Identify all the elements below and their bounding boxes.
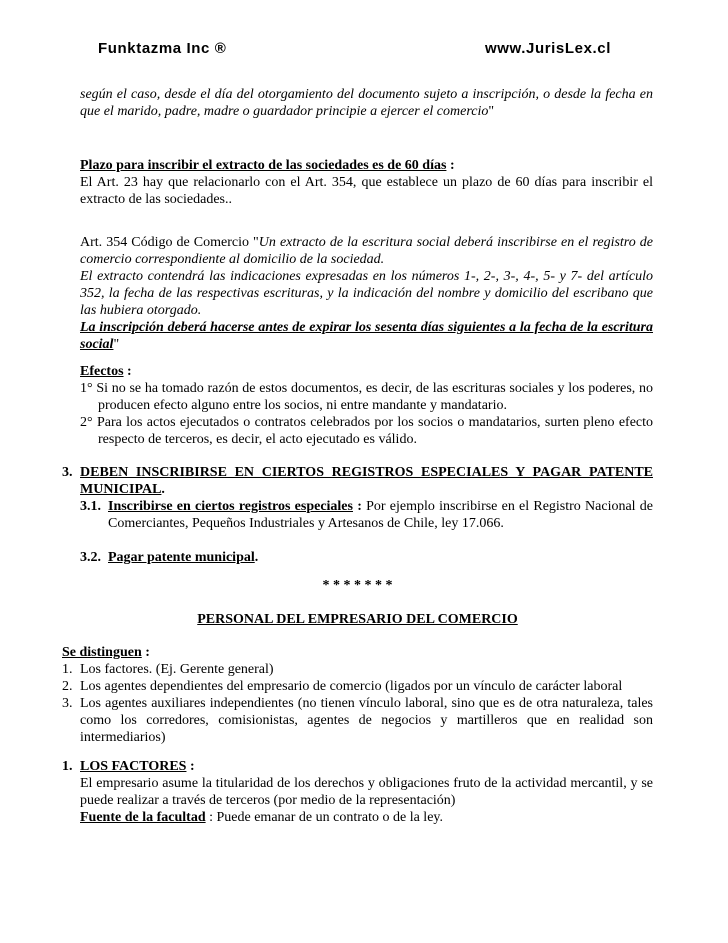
- section-3-title: DEBEN INSCRIBIRSE EN CIERTOS REGISTROS ESPECIALES Y PAGAR PATENTE MUNICIPAL: [80, 465, 653, 497]
- factores-title: LOS FACTORES: [80, 759, 187, 774]
- section-3-title-end: .: [161, 482, 165, 497]
- art354-quote-1: Un extracto de la escritura social deberá inscribirse en el registro de comercio correspondiente al domicilio de la sociedad.: [80, 235, 654, 267]
- plazo-heading: Plazo para inscribir el extracto de las sociedades es de 60 días: [80, 158, 447, 173]
- efectos-section: [80, 363, 653, 448]
- header-company: Funktazma Inc ®: [98, 40, 227, 57]
- art354-section: [80, 234, 653, 353]
- list-item: 1. Los factores. (Ej. Gerente general): [62, 662, 274, 677]
- distinguen-colon: :: [141, 645, 150, 660]
- fuente-text: : Puede emanar de un contrato o de la ley.: [205, 810, 444, 825]
- distinguen-section: [62, 644, 653, 746]
- subsection-3-2-heading: Pagar patente municipal: [108, 550, 255, 565]
- factores-number: 1.: [62, 759, 73, 774]
- factores-colon: :: [186, 759, 195, 774]
- section-3-number: 3.: [62, 465, 73, 480]
- efectos-item-1: 1° Si no se ha tomado razón de estos documentos, es decir, de las escrituras sociales y los poderes, no producen efecto alguno entre los socios, ni entre mandante y mandatario.: [80, 381, 654, 413]
- list-item: 3. Los agentes auxiliares independientes (no tienen vínculo laboral, sino que es de otra naturaleza, tales como los corredores, comisionistas, agentes de negocios y martilleros que en realidad son intermediarios): [62, 696, 653, 745]
- plazo-heading-colon: :: [446, 158, 455, 173]
- factores-text: El empresario asume la titularidad de los derechos y obligaciones fruto de la actividad mercantil, y se puede realizar a través de terceros (por medio de la representación): [80, 776, 653, 808]
- efectos-item-2: 2° Para los actos ejecutados o contratos celebrados por los socios o mandatarios, surten pleno efecto respecto de terceros, es decir, el acto ejecutado es válido.: [80, 415, 654, 447]
- art354-quote-3: La inscripción deberá hacerse antes de expirar los sesenta días siguientes a la fecha de la escritura social: [80, 320, 653, 352]
- subsection-3-1-heading: Inscribirse en ciertos registros especiales: [108, 499, 353, 514]
- plazo-section: [80, 157, 653, 208]
- art354-quote-2: El extracto contendrá las indicaciones expresadas en los números 1-, 2-, 3-, 4-, 5- y 7- del artículo 352, la fecha de las respectivas escrituras, y la indicación del nombre y domicilio del escribano que las hubiera otorgado.: [80, 269, 653, 318]
- factores-section: [62, 758, 653, 826]
- intro-quote: [80, 86, 653, 120]
- subsection-3-1-colon: :: [352, 499, 362, 514]
- efectos-colon: :: [123, 364, 132, 379]
- fuente-heading: Fuente de la facultad: [80, 810, 206, 825]
- art354-lead: Art. 354 Código de Comercio ": [80, 235, 259, 250]
- subsection-3-2-end: .: [254, 550, 259, 565]
- plazo-text: El Art. 23 hay que relacionarlo con el Art. 354, que establece un plazo de 60 días para inscribir el extracto de las sociedades..: [80, 175, 653, 207]
- efectos-heading: Efectos: [80, 364, 124, 379]
- personal-title: PERSONAL DEL EMPRESARIO DEL COMERCIO: [197, 612, 518, 627]
- distinguen-heading: Se distinguen: [62, 645, 142, 660]
- intro-quote-end: ": [488, 104, 495, 119]
- section-3: [62, 464, 653, 566]
- art354-end: ": [113, 337, 120, 352]
- intro-quote-text: según el caso, desde el día del otorgamiento del documento sujeto a inscripción, o desde la fecha en que el marido, padre, madre o guardador principie a ejercer el comercio: [80, 87, 653, 119]
- separator: * * * * * * *: [322, 578, 393, 593]
- header-website: www.JurisLex.cl: [485, 40, 611, 57]
- subsection-3-2-number: 3.2.: [80, 550, 101, 565]
- subsection-3-1-number: 3.1.: [80, 499, 101, 514]
- subsection-3-1-text: Por ejemplo inscribirse en el Registro Nacional de Comerciantes, Pequeños Industriales y Artesanos de Chile, ley 17.066.: [108, 499, 653, 531]
- list-item: 2. Los agentes dependientes del empresario de comercio (ligados por un vínculo de carácter laboral: [62, 679, 623, 694]
